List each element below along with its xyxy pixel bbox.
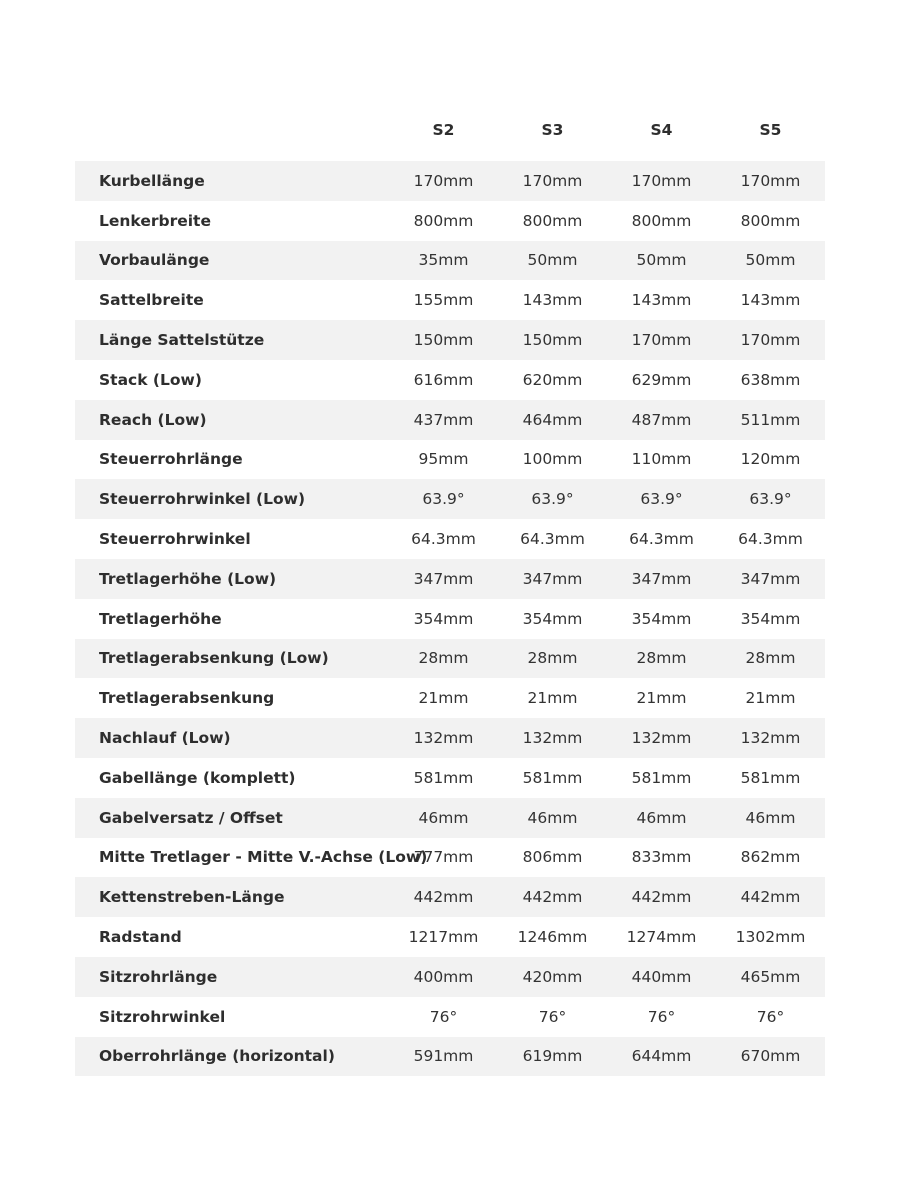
row-label: Radstand (99, 928, 182, 947)
table-row (75, 360, 825, 400)
table-row (75, 997, 825, 1037)
row-value: 46mm (636, 808, 687, 827)
row-label: Oberrohrlänge (horizontal) (99, 1047, 335, 1066)
row-value: 150mm (413, 331, 474, 350)
table-row (75, 400, 825, 440)
table-row (75, 1037, 825, 1077)
table-row (75, 639, 825, 679)
row-value: 442mm (522, 888, 583, 907)
row-value: 833mm (631, 848, 692, 867)
row-value: 100mm (522, 450, 583, 469)
table-row (75, 559, 825, 599)
row-value: 437mm (413, 410, 474, 429)
row-value: 143mm (740, 291, 801, 310)
row-value: 442mm (631, 888, 692, 907)
row-value: 28mm (745, 649, 796, 668)
row-value: 63.9° (422, 490, 465, 509)
size-header: S5 (759, 121, 782, 139)
row-label: Steuerrohrwinkel (Low) (99, 490, 306, 509)
row-value: 800mm (522, 211, 583, 230)
row-value: 21mm (527, 689, 578, 708)
row-value: 354mm (522, 609, 583, 628)
table-row (75, 758, 825, 798)
row-value: 28mm (527, 649, 578, 668)
row-value: 581mm (631, 768, 692, 787)
row-value: 465mm (740, 967, 801, 986)
row-label: Tretlagerhöhe (99, 609, 222, 628)
row-value: 120mm (740, 450, 801, 469)
row-value: 35mm (418, 251, 469, 270)
row-value: 143mm (522, 291, 583, 310)
row-label: Sitzrohrlänge (99, 967, 218, 986)
table-row (75, 917, 825, 957)
row-label: Sitzrohrwinkel (99, 1007, 226, 1026)
row-value: 347mm (413, 569, 474, 588)
row-label: Tretlagerabsenkung (Low) (99, 649, 329, 668)
row-value: 76° (647, 1007, 676, 1026)
row-value: 155mm (413, 291, 474, 310)
row-value: 629mm (631, 370, 692, 389)
row-value: 354mm (413, 609, 474, 628)
row-label: Gabellänge (komplett) (99, 768, 296, 787)
table-body (75, 161, 825, 1076)
row-value: 150mm (522, 331, 583, 350)
size-header: S4 (650, 121, 673, 139)
row-value: 800mm (631, 211, 692, 230)
size-header: S2 (432, 121, 455, 139)
row-value: 132mm (740, 729, 801, 748)
header-spacer (75, 150, 825, 161)
row-value: 862mm (740, 848, 801, 867)
row-value: 170mm (522, 171, 583, 190)
row-value: 442mm (740, 888, 801, 907)
row-value: 800mm (740, 211, 801, 230)
row-value: 50mm (636, 251, 687, 270)
row-value: 63.9° (640, 490, 683, 509)
row-value: 487mm (631, 410, 692, 429)
row-value: 143mm (631, 291, 692, 310)
table-row (75, 957, 825, 997)
row-value: 76° (538, 1007, 567, 1026)
row-value: 64.3mm (411, 530, 476, 549)
table-row (75, 838, 825, 878)
row-label: Sattelbreite (99, 291, 204, 310)
row-value: 132mm (631, 729, 692, 748)
row-value: 1274mm (626, 928, 697, 947)
table-row (75, 280, 825, 320)
geometry-table (75, 110, 825, 1076)
row-label: Tretlagerhöhe (Low) (99, 569, 277, 588)
row-value: 110mm (631, 450, 692, 469)
row-value: 64.3mm (738, 530, 803, 549)
table-row (75, 678, 825, 718)
row-value: 581mm (740, 768, 801, 787)
row-label: Länge Sattelstütze (99, 331, 265, 350)
row-value: 464mm (522, 410, 583, 429)
row-value: 347mm (522, 569, 583, 588)
row-value: 354mm (631, 609, 692, 628)
row-value: 46mm (527, 808, 578, 827)
row-value: 170mm (740, 171, 801, 190)
size-header: S3 (541, 121, 564, 139)
row-label: Steuerrohrwinkel (99, 530, 251, 549)
row-value: 63.9° (749, 490, 792, 509)
row-value: 354mm (740, 609, 801, 628)
row-value: 95mm (418, 450, 469, 469)
row-value: 442mm (413, 888, 474, 907)
table-row (75, 479, 825, 519)
row-label: Steuerrohrlänge (99, 450, 243, 469)
row-value: 28mm (418, 649, 469, 668)
row-value: 644mm (631, 1047, 692, 1066)
row-value: 800mm (413, 211, 474, 230)
row-value: 591mm (413, 1047, 474, 1066)
row-value: 46mm (745, 808, 796, 827)
row-label: Tretlagerabsenkung (99, 689, 275, 708)
row-value: 76° (429, 1007, 458, 1026)
row-value: 170mm (740, 331, 801, 350)
row-value: 64.3mm (520, 530, 585, 549)
row-value: 46mm (418, 808, 469, 827)
row-value: 21mm (418, 689, 469, 708)
row-label: Lenkerbreite (99, 211, 211, 230)
row-value: 347mm (631, 569, 692, 588)
row-value: 420mm (522, 967, 583, 986)
table-row (75, 320, 825, 360)
table-row (75, 599, 825, 639)
row-value: 21mm (745, 689, 796, 708)
row-value: 132mm (522, 729, 583, 748)
row-value: 440mm (631, 967, 692, 986)
table-row (75, 798, 825, 838)
row-value: 63.9° (531, 490, 574, 509)
row-value: 347mm (740, 569, 801, 588)
row-value: 21mm (636, 689, 687, 708)
row-value: 511mm (740, 410, 801, 429)
row-value: 132mm (413, 729, 474, 748)
row-value: 638mm (740, 370, 801, 389)
table-row (75, 877, 825, 917)
row-value: 50mm (527, 251, 578, 270)
row-value: 400mm (413, 967, 474, 986)
row-value: 581mm (522, 768, 583, 787)
row-value: 806mm (522, 848, 583, 867)
table-header-row (75, 110, 825, 150)
row-value: 50mm (745, 251, 796, 270)
table-row (75, 241, 825, 281)
row-value: 170mm (413, 171, 474, 190)
table-row (75, 718, 825, 758)
row-value: 777mm (413, 848, 474, 867)
row-value: 28mm (636, 649, 687, 668)
row-value: 170mm (631, 331, 692, 350)
row-value: 616mm (413, 370, 474, 389)
row-label: Gabelversatz / Offset (99, 808, 283, 827)
table-row (75, 519, 825, 559)
row-label: Nachlauf (Low) (99, 729, 231, 748)
row-label: Stack (Low) (99, 370, 202, 389)
row-label: Kettenstreben-Länge (99, 888, 285, 907)
row-label: Mitte Tretlager - Mitte V.-Achse (Low) (99, 848, 428, 867)
table-row (75, 440, 825, 480)
row-label: Reach (Low) (99, 410, 207, 429)
row-value: 619mm (522, 1047, 583, 1066)
row-value: 1246mm (517, 928, 588, 947)
row-value: 76° (756, 1007, 785, 1026)
row-value: 620mm (522, 370, 583, 389)
row-value: 1302mm (735, 928, 806, 947)
row-label: Vorbaulänge (99, 251, 210, 270)
row-value: 64.3mm (629, 530, 694, 549)
row-value: 170mm (631, 171, 692, 190)
row-label: Kurbellänge (99, 171, 205, 190)
row-value: 581mm (413, 768, 474, 787)
row-value: 670mm (740, 1047, 801, 1066)
table-row (75, 201, 825, 241)
table-row (75, 161, 825, 201)
row-value: 1217mm (408, 928, 479, 947)
